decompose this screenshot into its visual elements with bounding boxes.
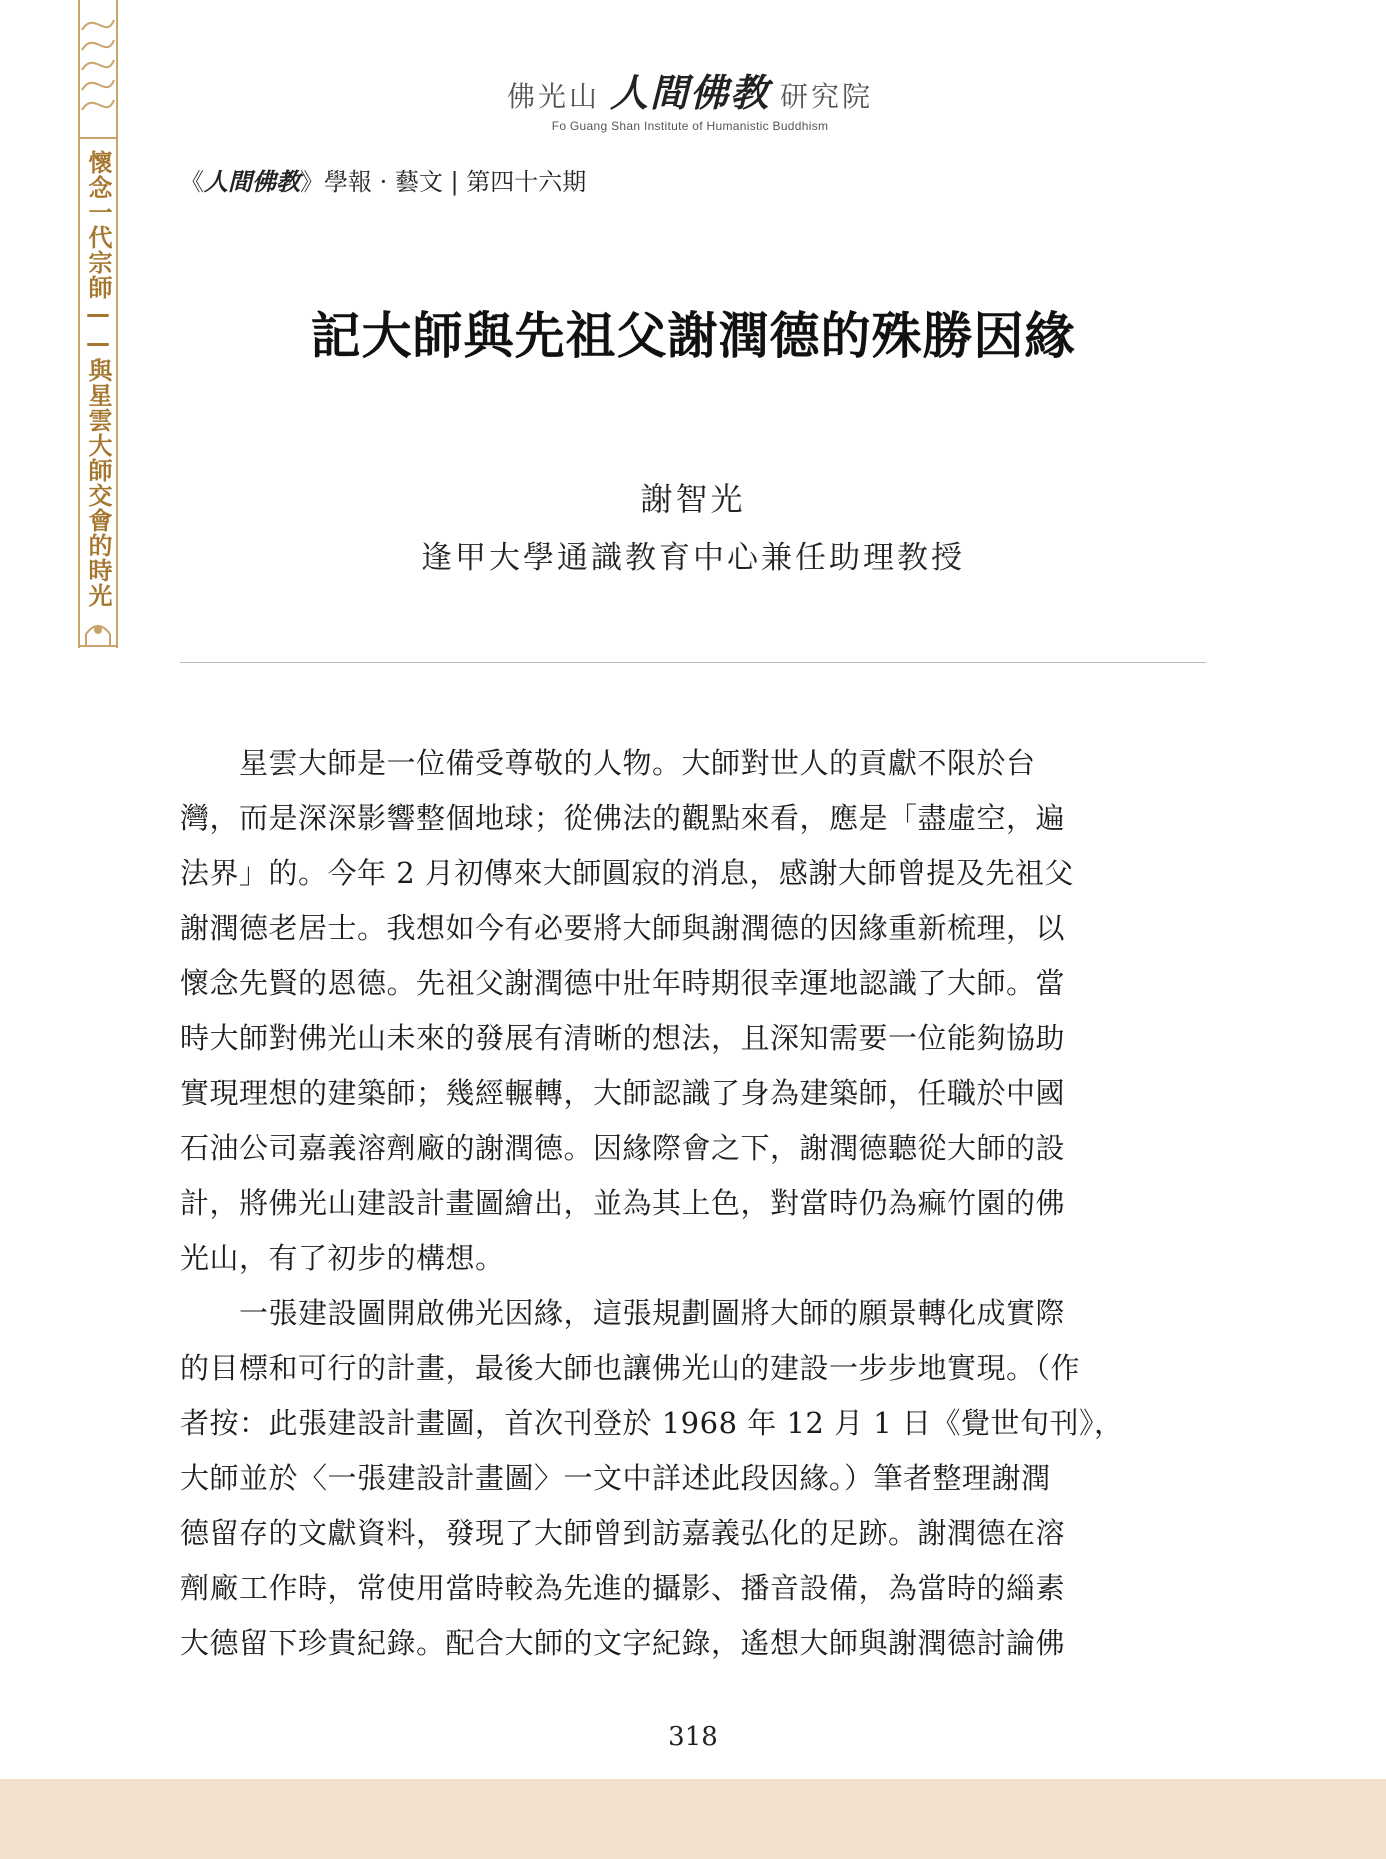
- institute-name: [480, 62, 900, 117]
- text-line: 懷念先賢的恩德。先祖父謝潤德中壯年時期很幸運地認識了大師。當: [180, 966, 1066, 1000]
- dharma-wheel-icon: [80, 608, 116, 648]
- text-line: 一張建設圖開啟佛光因緣，這張規劃圖將大師的願景轉化成實際: [180, 1296, 1066, 1330]
- text-line: 謝潤德老居士。我想如今有必要將大師與謝潤德的因緣重新梳理，以: [180, 911, 1066, 945]
- page-number: 318: [668, 1722, 718, 1752]
- journal-issue: 學報 · 藝文 | 第四十六期: [324, 168, 587, 196]
- institute-brand-logo: 人間佛教: [609, 70, 770, 115]
- author-affiliation: 逢甲大學通識教育中心兼任助理教授: [421, 540, 965, 576]
- article-body: [180, 736, 1206, 1671]
- text-line: 實現理想的建築師；幾經輾轉，大師認識了身為建築師，任職於中國: [180, 1076, 1066, 1110]
- text-line: 劑廠工作時，常使用當時較為先進的攝影、播音設備，為當時的緇素: [180, 1571, 1066, 1605]
- text-line: 德留存的文獻資料，發現了大師曾到訪嘉義弘化的足跡。謝潤德在溶: [180, 1516, 1066, 1550]
- institute-header: [480, 62, 900, 133]
- article-title: 記大師與先祖父謝潤德的殊勝因緣: [310, 306, 1076, 365]
- institute-english-name: Fo Guang Shan Institute of Humanistic Buddhism: [551, 119, 829, 133]
- paragraph: [180, 1286, 1206, 1671]
- wave-ornament-icon: [80, 0, 116, 140]
- journal-close-bracket: 》: [300, 168, 324, 196]
- text-line: 者按：此張建設計畫圖，首次刊登於 1968 年 12 月 1 日《覺世旬刊》，: [180, 1406, 1124, 1440]
- journal-open-bracket: 《: [180, 168, 204, 196]
- text-line: 大德留下珍貴紀錄。配合大師的文字紀錄，遙想大師與謝潤德討論佛: [180, 1626, 1066, 1660]
- text-line: 灣，而是深深影響整個地球；從佛法的觀點來看，應是「盡虛空，遍: [180, 801, 1066, 835]
- text-line: 星雲大師是一位備受尊敬的人物。大師對世人的貢獻不限於台: [180, 746, 1036, 780]
- journal-brand: 人間佛教: [204, 167, 300, 196]
- text-line: 光山，有了初步的構想。: [180, 1241, 505, 1275]
- text-line: 的目標和可行的計畫，最後大師也讓佛光山的建設一步步地實現。（作: [180, 1351, 1081, 1385]
- institute-prefix: 佛光山: [506, 80, 600, 113]
- section-divider: [180, 662, 1206, 663]
- institute-suffix: 研究院: [780, 80, 874, 113]
- journal-header: [180, 162, 586, 197]
- text-line: 法界」的。今年 2 月初傳來大師圓寂的消息，感謝大師曾提及先祖父: [180, 856, 1074, 890]
- series-title: 懷念一代宗師——與星雲大師交會的時光: [84, 150, 112, 608]
- text-line: 石油公司嘉義溶劑廠的謝潤德。因緣際會之下，謝潤德聽從大師的設: [180, 1131, 1066, 1165]
- text-line: 時大師對佛光山未來的發展有清晰的想法，且深知需要一位能夠協助: [180, 1021, 1066, 1055]
- text-line: 大師並於〈一張建設計畫圖〉一文中詳述此段因緣。）筆者整理謝潤: [180, 1461, 1051, 1495]
- paragraph: [180, 736, 1206, 1286]
- text-line: 計，將佛光山建設計畫圖繪出，並為其上色，對當時仍為痲竹園的佛: [180, 1186, 1066, 1220]
- author-name: 謝智光: [640, 480, 746, 518]
- footer-band: [0, 1779, 1386, 1859]
